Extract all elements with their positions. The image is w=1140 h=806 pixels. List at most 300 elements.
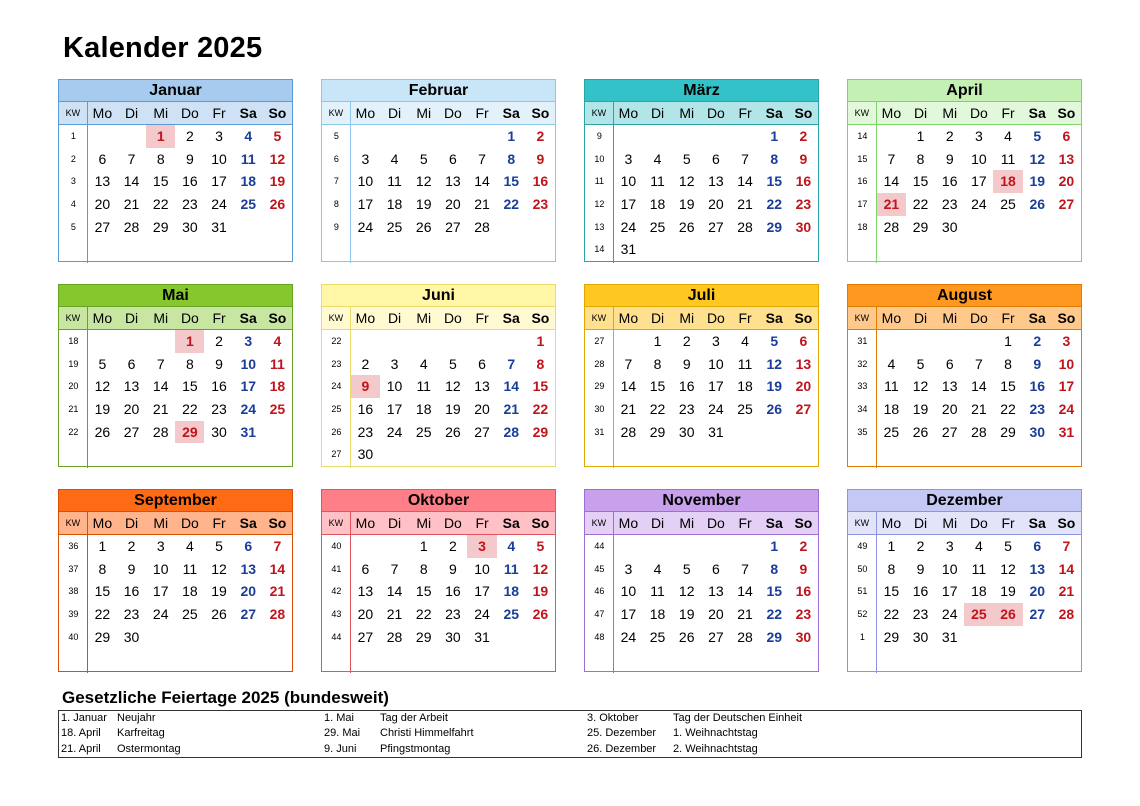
- day-cell: 24: [620, 628, 637, 645]
- day-cell: 17: [1058, 378, 1075, 395]
- day-cell: [906, 330, 935, 353]
- weekday-label: Di: [913, 310, 928, 326]
- weekday-label: Do: [706, 105, 725, 121]
- day-cell: 16: [941, 173, 958, 190]
- day-cell: 3: [244, 333, 253, 349]
- week-row: [59, 558, 292, 581]
- day-cell: [1052, 216, 1081, 239]
- day-cell: 29: [912, 218, 929, 235]
- month-days: [322, 330, 555, 468]
- day-cell: 20: [1058, 173, 1075, 190]
- weekday-label: Do: [180, 515, 199, 531]
- day-cell: 6: [945, 355, 954, 372]
- weekday-label: Mi: [679, 105, 695, 121]
- day-cell: 6: [98, 150, 107, 167]
- day-cell: 9: [916, 560, 925, 577]
- month-days: [848, 330, 1081, 468]
- day-cell: [497, 216, 526, 239]
- day-cell: 30: [1029, 423, 1046, 440]
- holiday-date: 1. Januar: [61, 712, 107, 724]
- day-cell: 22: [415, 606, 432, 623]
- day-cell: 16: [678, 378, 695, 395]
- weekday-header: [585, 307, 818, 330]
- day-cell: 4: [653, 560, 662, 577]
- week-row: [585, 398, 818, 421]
- day-cell: 2: [1033, 333, 1042, 349]
- kw-header: KW: [848, 102, 877, 124]
- day-cell: 1: [770, 538, 779, 554]
- month-name: Dezember: [848, 490, 1081, 512]
- weekday-label: Di: [650, 310, 665, 326]
- day-cell: 5: [770, 333, 779, 349]
- day-cell: 24: [211, 196, 227, 213]
- weekday-label: So: [531, 105, 550, 121]
- day-cell: 9: [215, 355, 223, 372]
- day-cell: [146, 330, 175, 353]
- day-cell: [672, 535, 701, 558]
- day-cell: 1: [770, 128, 779, 144]
- week-row: [59, 398, 292, 421]
- weekday-label: So: [268, 515, 287, 531]
- day-cell: 15: [883, 583, 900, 600]
- day-cell: 18: [415, 401, 432, 418]
- day-cell: 21: [737, 196, 753, 213]
- day-cell: 15: [912, 173, 929, 190]
- day-cell: 30: [211, 423, 227, 440]
- day-cell: 23: [445, 606, 461, 623]
- day-cell: 22: [94, 606, 111, 623]
- day-cell: 20: [445, 196, 461, 213]
- day-cell: 20: [123, 401, 140, 418]
- month-oktober: [321, 489, 556, 672]
- holiday-row: [59, 742, 1081, 757]
- day-cell: 3: [624, 560, 633, 577]
- day-cell: 10: [941, 560, 958, 577]
- day-cell: 28: [620, 423, 637, 440]
- week-row: [848, 330, 1081, 353]
- week-row: [59, 193, 292, 216]
- day-cell: 31: [708, 423, 724, 440]
- week-row: [322, 216, 555, 239]
- week-number: 49: [857, 541, 868, 551]
- day-cell: 13: [94, 173, 111, 190]
- day-cell: 11: [503, 560, 519, 577]
- kw-header: KW: [322, 102, 351, 124]
- day-cell: 14: [620, 378, 637, 395]
- day-cell: [204, 626, 233, 649]
- day-cell: 7: [273, 538, 282, 554]
- day-cell: 2: [945, 128, 954, 144]
- week-number: 15: [857, 153, 868, 164]
- holiday-name: Karfreitag: [117, 727, 165, 740]
- week-row: [848, 558, 1081, 581]
- weekday-label: Fr: [475, 310, 489, 326]
- day-cell: 10: [971, 150, 987, 167]
- day-cell: 12: [445, 378, 461, 395]
- weekday-label: Mi: [942, 105, 958, 121]
- day-cell: 28: [474, 218, 490, 235]
- weekday-label: Do: [969, 515, 988, 531]
- weekday-label: Mi: [153, 105, 169, 121]
- day-cell: 31: [240, 423, 257, 440]
- day-cell: 22: [766, 606, 783, 623]
- day-cell: [380, 330, 409, 353]
- day-cell: 17: [708, 378, 724, 395]
- weekday-label: So: [531, 310, 550, 326]
- day-cell: 1: [419, 538, 428, 554]
- week-number: 33: [857, 381, 868, 392]
- week-number: 40: [331, 541, 342, 551]
- day-cell: 13: [708, 173, 724, 190]
- week-number: 31: [857, 336, 868, 346]
- day-cell: 15: [1000, 378, 1016, 395]
- day-cell: [614, 125, 643, 148]
- day-cell: 10: [357, 173, 374, 190]
- day-cell: [789, 421, 818, 444]
- day-cell: 19: [415, 196, 432, 213]
- day-cell: 18: [269, 378, 286, 395]
- day-cell: 7: [390, 560, 399, 577]
- week-row: [322, 193, 555, 216]
- day-cell: 6: [244, 538, 253, 554]
- day-cell: 15: [532, 378, 549, 395]
- weekday-label: Mo: [881, 310, 902, 326]
- day-cell: 24: [971, 196, 987, 213]
- weekday-header: [585, 512, 818, 535]
- day-cell: 1: [916, 128, 925, 144]
- week-row: [848, 353, 1081, 376]
- day-cell: 27: [474, 423, 490, 440]
- day-cell: 28: [971, 423, 987, 440]
- day-cell: 6: [361, 560, 370, 577]
- week-row: [322, 443, 555, 466]
- day-cell: 29: [415, 628, 432, 645]
- day-cell: 26: [445, 423, 461, 440]
- weekday-label: Mi: [942, 515, 958, 531]
- day-cell: 8: [156, 150, 165, 167]
- weekday-label: Do: [706, 310, 725, 326]
- day-cell: 24: [152, 606, 169, 623]
- day-cell: 8: [98, 560, 107, 577]
- month-name: November: [585, 490, 818, 512]
- day-cell: 5: [536, 538, 545, 554]
- day-cell: 24: [240, 401, 257, 418]
- day-cell: 16: [357, 401, 374, 418]
- weekday-label: Fr: [738, 310, 752, 326]
- day-cell: [760, 238, 789, 261]
- day-cell: 7: [127, 150, 136, 167]
- day-cell: 8: [770, 150, 779, 167]
- day-cell: 3: [156, 538, 165, 554]
- day-cell: [614, 535, 643, 558]
- day-cell: 7: [974, 355, 983, 372]
- week-row: [585, 626, 818, 649]
- day-cell: [175, 626, 204, 649]
- day-cell: 31: [620, 241, 637, 258]
- week-row: [322, 330, 555, 353]
- week-row: [848, 216, 1081, 239]
- day-cell: 13: [1029, 560, 1046, 577]
- holiday-date: 29. Mai: [324, 727, 361, 740]
- day-cell: 7: [741, 150, 749, 167]
- day-cell: 20: [941, 401, 958, 418]
- weekday-label: Mo: [618, 310, 639, 326]
- day-cell: 9: [799, 560, 808, 577]
- week-row: [848, 170, 1081, 193]
- weekday-label: So: [268, 105, 287, 121]
- day-cell: 14: [737, 583, 753, 600]
- day-cell: 27: [1058, 196, 1075, 213]
- day-cell: [964, 330, 993, 353]
- day-cell: 30: [795, 628, 812, 645]
- weekday-label: Di: [387, 105, 402, 121]
- holidays-title: Gesetzliche Feiertage 2025 (bundesweit): [62, 688, 389, 707]
- week-number: 29: [594, 381, 605, 392]
- week-number: 27: [331, 449, 342, 460]
- day-cell: 31: [941, 628, 958, 645]
- weekday-label: So: [1057, 515, 1076, 531]
- day-cell: 5: [682, 150, 691, 167]
- weekday-label: Sa: [1028, 310, 1046, 326]
- week-row: [59, 216, 292, 239]
- day-cell: 28: [737, 628, 753, 645]
- day-cell: [467, 330, 496, 353]
- day-cell: [789, 238, 818, 261]
- week-number: 16: [857, 176, 868, 187]
- day-cell: 19: [94, 401, 111, 418]
- day-cell: 4: [741, 333, 749, 349]
- day-cell: [730, 238, 759, 261]
- day-cell: 17: [620, 196, 637, 213]
- weekday-label: Sa: [239, 515, 257, 531]
- day-cell: 4: [244, 128, 253, 144]
- day-cell: 23: [1029, 401, 1046, 418]
- weekday-label: Di: [650, 105, 665, 121]
- day-cell: 9: [448, 560, 457, 577]
- month-november: [584, 489, 819, 672]
- day-cell: 3: [1062, 333, 1071, 349]
- day-cell: 5: [448, 355, 457, 372]
- day-cell: 11: [387, 173, 402, 190]
- day-cell: 24: [357, 218, 374, 235]
- holiday-cell: 29: [175, 421, 204, 444]
- day-cell: 19: [269, 173, 286, 190]
- day-cell: 3: [390, 355, 399, 372]
- day-cell: [701, 238, 730, 261]
- page-title: Kalender 2025: [63, 32, 263, 64]
- week-row: [59, 626, 292, 649]
- day-cell: 1: [653, 333, 662, 349]
- day-cell: 19: [532, 583, 549, 600]
- holiday-name: 2. Weihnachtstag: [673, 742, 758, 755]
- month-name: Mai: [59, 285, 292, 307]
- day-cell: [643, 238, 672, 261]
- day-cell: 26: [269, 196, 286, 213]
- weekday-label: Sa: [502, 515, 520, 531]
- weekday-label: Sa: [502, 105, 520, 121]
- weekday-header: [848, 102, 1081, 125]
- day-cell: 11: [269, 355, 285, 372]
- day-cell: 10: [240, 355, 257, 372]
- day-cell: 3: [215, 128, 223, 144]
- day-cell: [730, 535, 759, 558]
- weekday-label: Sa: [765, 105, 783, 121]
- month-name: Januar: [59, 80, 292, 102]
- holiday-date: 3. Oktober: [587, 712, 639, 724]
- month-days: [848, 535, 1081, 673]
- day-cell: 23: [357, 423, 374, 440]
- day-cell: 8: [653, 355, 662, 372]
- month-juni: [321, 284, 556, 467]
- day-cell: 22: [503, 196, 520, 213]
- day-cell: 2: [536, 128, 545, 144]
- day-cell: 20: [1029, 583, 1046, 600]
- day-cell: 19: [211, 583, 227, 600]
- day-cell: [117, 330, 146, 353]
- day-cell: 13: [445, 173, 461, 190]
- weekday-label: Sa: [502, 310, 520, 326]
- week-number: 7: [333, 176, 339, 187]
- day-cell: 15: [415, 583, 432, 600]
- holiday-name: Tag der Arbeit: [380, 712, 448, 724]
- day-cell: 27: [1029, 606, 1046, 623]
- day-cell: 4: [390, 150, 399, 167]
- day-cell: 25: [649, 628, 666, 645]
- weekday-label: Fr: [738, 515, 752, 531]
- day-cell: 10: [1058, 355, 1075, 372]
- day-cell: 14: [474, 173, 490, 190]
- day-cell: 20: [94, 196, 111, 213]
- day-cell: 13: [1058, 150, 1075, 167]
- day-cell: 13: [240, 560, 257, 577]
- kw-header: KW: [848, 307, 877, 329]
- week-number: 4: [70, 199, 76, 210]
- day-cell: [1023, 626, 1052, 649]
- day-cell: 5: [916, 355, 925, 372]
- week-row: [59, 535, 292, 558]
- week-number: 21: [68, 404, 79, 415]
- day-cell: 7: [156, 355, 165, 372]
- weekday-header: [59, 307, 292, 330]
- week-row: [585, 216, 818, 239]
- day-cell: 23: [182, 196, 198, 213]
- weekday-label: Sa: [1028, 515, 1046, 531]
- week-number: 6: [333, 153, 339, 164]
- day-cell: 23: [532, 196, 549, 213]
- day-cell: 26: [532, 606, 549, 623]
- week-row: [848, 535, 1081, 558]
- kw-header: KW: [322, 512, 351, 534]
- day-cell: 30: [123, 628, 140, 645]
- day-cell: 6: [799, 333, 808, 349]
- day-cell: [526, 216, 555, 239]
- week-row: [59, 353, 292, 376]
- holiday-name: Ostermontag: [117, 742, 181, 755]
- month-name: August: [848, 285, 1081, 307]
- day-cell: 9: [185, 150, 194, 167]
- day-cell: 27: [240, 606, 257, 623]
- day-cell: 4: [419, 355, 428, 372]
- day-cell: [877, 330, 906, 353]
- day-cell: 31: [1058, 423, 1075, 440]
- week-row: [59, 125, 292, 148]
- day-cell: [467, 443, 496, 466]
- holiday-date: 9. Juni: [324, 742, 357, 755]
- week-row: [848, 375, 1081, 398]
- day-cell: 23: [795, 196, 812, 213]
- day-cell: 26: [678, 628, 695, 645]
- day-cell: 21: [1058, 583, 1075, 600]
- weekday-label: Di: [913, 105, 928, 121]
- day-cell: 18: [240, 173, 257, 190]
- day-cell: [993, 626, 1022, 649]
- day-cell: 23: [211, 401, 227, 418]
- day-cell: 2: [215, 333, 223, 349]
- day-cell: 8: [536, 355, 545, 372]
- week-row: [322, 170, 555, 193]
- weekday-label: Do: [443, 310, 462, 326]
- day-cell: 25: [883, 423, 900, 440]
- day-cell: 4: [653, 150, 662, 167]
- day-cell: 10: [620, 583, 637, 600]
- day-cell: 1: [536, 333, 545, 349]
- week-number: 8: [333, 199, 339, 210]
- day-cell: 28: [883, 218, 900, 235]
- day-cell: 14: [123, 173, 140, 190]
- holiday-name: 1. Weihnachtstag: [673, 727, 758, 740]
- week-number: 10: [594, 153, 605, 164]
- week-number: 39: [68, 609, 79, 620]
- day-cell: 22: [182, 401, 198, 418]
- weekday-label: So: [268, 310, 287, 326]
- week-number: 52: [857, 609, 868, 620]
- day-cell: 10: [386, 378, 403, 395]
- week-row: [585, 603, 818, 626]
- weekday-label: Fr: [475, 515, 489, 531]
- week-row: [585, 193, 818, 216]
- day-cell: 22: [1000, 401, 1016, 418]
- month-name: März: [585, 80, 818, 102]
- week-number: 50: [857, 563, 868, 574]
- day-cell: 25: [503, 606, 520, 623]
- day-cell: 27: [357, 628, 374, 645]
- day-cell: 18: [737, 378, 753, 395]
- weekday-label: Mi: [679, 310, 695, 326]
- day-cell: 12: [269, 150, 286, 167]
- week-row: [59, 170, 292, 193]
- day-cell: 20: [240, 583, 257, 600]
- day-cell: 11: [737, 355, 753, 372]
- week-row: [322, 353, 555, 376]
- day-cell: 19: [766, 378, 783, 395]
- week-number: 18: [68, 336, 79, 346]
- day-cell: 25: [269, 401, 286, 418]
- day-cell: 23: [941, 196, 958, 213]
- day-cell: 16: [445, 583, 461, 600]
- day-cell: 26: [94, 423, 111, 440]
- day-cell: [88, 125, 117, 148]
- day-cell: [730, 125, 759, 148]
- day-cell: 30: [182, 218, 198, 235]
- week-number: 14: [594, 244, 605, 255]
- day-cell: 15: [766, 583, 783, 600]
- day-cell: 5: [419, 150, 428, 167]
- day-cell: [730, 421, 759, 444]
- day-cell: 31: [211, 218, 227, 235]
- holiday-cell: 25: [964, 603, 993, 626]
- day-cell: 12: [766, 355, 783, 372]
- week-number: 17: [857, 199, 868, 210]
